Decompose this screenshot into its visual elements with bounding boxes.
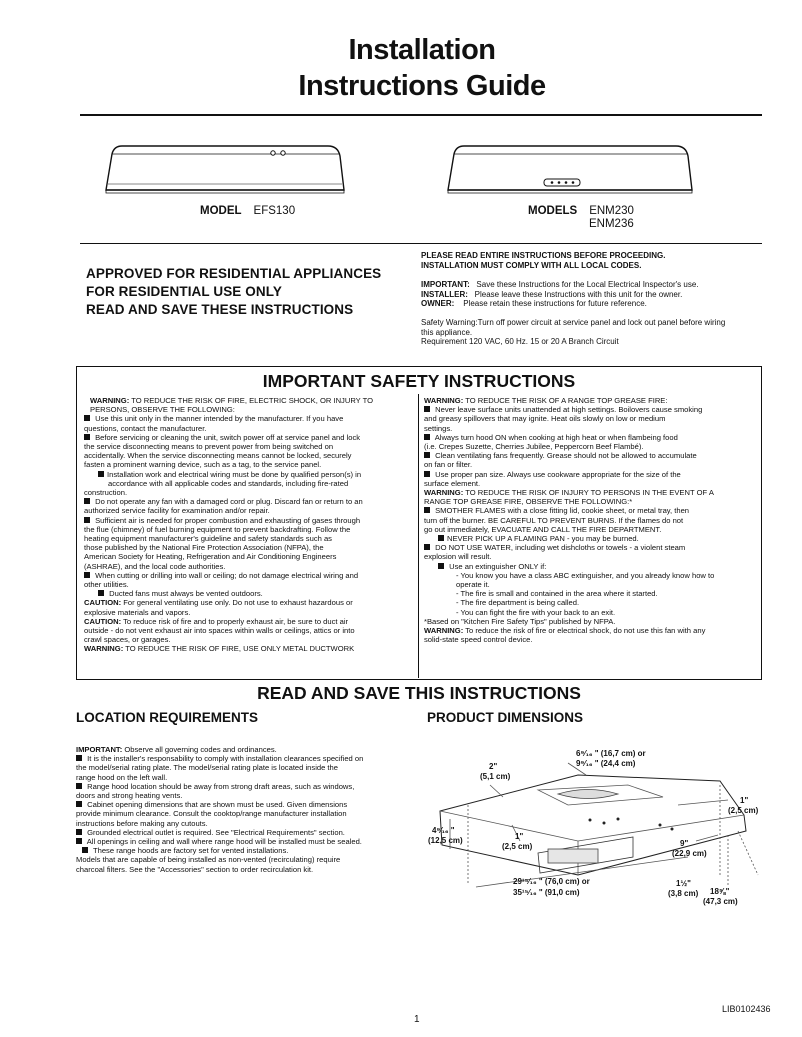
approved-block — [86, 265, 381, 319]
safety-left-text: crawl spaces, or garages. — [84, 635, 171, 645]
safety-left-line — [84, 396, 416, 405]
safety-left-line — [84, 635, 416, 644]
location-line — [76, 754, 408, 763]
safety-left-line — [84, 433, 416, 442]
safety-left-text: Installation work and electrical wiring must be done by qualified person(s) in — [107, 469, 362, 479]
safety-right-text: Clean ventilating fans frequently. Grease should not be allowed to accumulate — [433, 451, 697, 461]
safety-right-text: (i.e. Crepes Suzette, Cherries Jubilee, Peppercorn Beef Flambé). — [424, 442, 644, 452]
location-line — [76, 763, 408, 772]
notice-installer: INSTALLER: Please leave these Instructions with this unit for the owner. — [421, 289, 683, 299]
dim-1in-mid-b: (2,5 cm) — [502, 842, 533, 851]
safety-right-text: operate it. — [456, 580, 490, 590]
dim-1half-b: (3,8 cm) — [668, 889, 699, 898]
safety-right-line — [424, 562, 760, 571]
safety-left-line — [84, 424, 416, 433]
safety-left-line — [84, 626, 416, 635]
location-text: instructions before making any cutouts. — [76, 818, 208, 828]
safety-right-line — [424, 580, 760, 589]
approved-line-3: READ AND SAVE THESE INSTRUCTIONS — [86, 302, 354, 317]
bullet-square-icon — [424, 507, 430, 513]
safety-left-text: American Society for Heating, Refrigeration and Air Conditioning Engineers — [84, 552, 337, 562]
notice-read-line-1: PLEASE READ ENTIRE INSTRUCTIONS BEFORE PROCEEDING. — [421, 251, 666, 260]
dim-18-b: (47,3 cm) — [703, 897, 738, 906]
safety-right-text: Never leave surface units unattended at high settings. Boilovers cause smoking — [433, 405, 703, 415]
dim-1in-mid-a: 1" — [515, 832, 524, 841]
dim-9in-a: 9" — [680, 839, 689, 848]
title-line-1: Installation — [348, 34, 496, 66]
bullet-square-icon — [438, 535, 444, 541]
safety-right-line — [424, 424, 760, 433]
safety-left-text: Before servicing or cleaning the unit, switch power off at service panel and lock — [93, 432, 361, 442]
safety-left-line — [84, 552, 416, 561]
notice-requirement: Requirement 120 VAC, 60 Hz. 15 or 20 A Branch Circuit — [421, 337, 619, 347]
safety-left-text: For general ventilating use only. Do not use to exhaust hazardous or — [121, 598, 353, 608]
dim-1in-right-b: (2,5 cm) — [728, 806, 759, 815]
bullet-square-icon — [98, 590, 104, 596]
location-body — [76, 745, 408, 874]
safety-left-line — [84, 571, 416, 580]
safety-left-line — [84, 470, 416, 479]
dim-left-b: (12,5 cm) — [428, 836, 463, 845]
bullet-square-icon — [84, 415, 90, 421]
safety-right-text: surface element. — [424, 478, 481, 488]
location-line — [76, 745, 408, 754]
safety-right-text: TO REDUCE THE RISK OF A RANGE TOP GREASE FIRE: — [463, 396, 668, 405]
read-save-heading: READ AND SAVE THIS INSTRUCTIONS — [257, 683, 581, 703]
dim-9in-b: (22,9 cm) — [672, 849, 707, 858]
safety-right-line — [424, 405, 760, 414]
safety-left-text: fasten a prominent warning device, such as a tag, to the service panel. — [84, 460, 322, 470]
safety-right-text: RANGE TOP GREASE FIRE, OBSERVE THE FOLLOWING:* — [424, 497, 633, 507]
safety-left-text: Use this unit only in the manner intended by the manufacturer. If you have — [93, 414, 344, 424]
location-text: These range hoods are factory set for vented installations. — [91, 846, 289, 856]
safety-left-text: (ASHRAE), and the local code authorities. — [84, 561, 226, 571]
safety-left-text: TO REDUCE THE RISK OF FIRE, ELECTRIC SHOCK, OR INJURY TO — [129, 396, 373, 405]
safety-left-text: questions, contact the manufacturer. — [84, 423, 207, 433]
location-label: IMPORTANT: — [76, 745, 123, 754]
safety-left-text: heating equipment manufacturer's guideline and safety standards such as — [84, 534, 332, 544]
safety-left-line — [84, 617, 416, 626]
title-line-2: Instructions Guide — [298, 70, 546, 102]
dim-top-2: 9⁹⁄₁₆ " (24,4 cm) — [576, 759, 636, 768]
safety-left-text: PERSONS, OBSERVE THE FOLLOWING: — [90, 405, 235, 415]
bullet-square-icon — [76, 755, 82, 761]
safety-left-text: To reduce risk of fire and to properly exhaust air, be sure to duct air — [121, 616, 349, 626]
doc-id: LIB0102436 — [722, 1004, 771, 1014]
dim-2in-b: (5,1 cm) — [480, 772, 511, 781]
safety-right-label: WARNING: — [424, 626, 464, 636]
safety-left-text: other utilities. — [84, 580, 129, 590]
safety-right-line — [424, 396, 760, 405]
safety-left-line — [84, 497, 416, 506]
models-enm — [528, 205, 634, 218]
safety-right-line — [424, 442, 760, 451]
safety-right-label: WARNING: — [424, 488, 464, 498]
safety-left-line — [84, 608, 416, 617]
safety-right-text: SMOTHER FLAMES with a close fitting lid, cookie sheet, or metal tray, then — [433, 506, 690, 516]
models-label: MODELS — [528, 205, 578, 217]
safety-right-line — [424, 635, 760, 644]
location-line — [76, 855, 408, 864]
bullet-square-icon — [424, 434, 430, 440]
location-line — [76, 782, 408, 791]
safety-right-line — [424, 543, 760, 552]
location-text: charcoal filters. See the "Accessories" section to order recirculation kit. — [76, 864, 314, 874]
bullet-square-icon — [424, 452, 430, 458]
safety-right-line — [424, 497, 760, 506]
location-text: Grounded electrical outlet is required. See "Electrical Requirements" section. — [85, 827, 345, 837]
safety-left-line — [84, 442, 416, 451]
dim-left-a: 4⁹⁄₁₆ " — [432, 826, 455, 835]
bullet-square-icon — [84, 498, 90, 504]
location-text: Cabinet opening dimensions that are shown must be used. Given dimensions — [85, 800, 348, 810]
safety-left-text: Do not operate any fan with a damaged cord or plug. Discard fan or return to an — [93, 497, 363, 507]
safety-right-line — [424, 552, 760, 561]
safety-left-line — [84, 488, 416, 497]
hood-efs130-illustration — [100, 140, 350, 200]
safety-right-line — [424, 617, 760, 626]
safety-left-text: Ducted fans must always be vented outdoors. — [107, 589, 263, 599]
dim-18-a: 18⅝" — [710, 887, 730, 896]
approved-line-1: APPROVED FOR RESIDENTIAL APPLIANCES — [86, 266, 382, 281]
safety-left-line — [84, 460, 416, 469]
safety-title: IMPORTANT SAFETY INSTRUCTIONS — [262, 371, 576, 391]
safety-right-text: DO NOT USE WATER, including wet dishcloths or towels - a violent steam — [433, 543, 686, 553]
safety-left-text: authorized service facility for examination and/or repair. — [84, 506, 270, 516]
safety-right-text: go out immediately, EVACUATE AND CALL THE FIRE DEPARTMENT. — [424, 524, 662, 534]
location-line — [76, 819, 408, 828]
safety-right-line — [424, 414, 760, 423]
bullet-square-icon — [76, 838, 82, 844]
location-text: Observe all governing codes and ordinances. — [122, 745, 277, 754]
safety-right-line — [424, 571, 760, 580]
safety-left-label: WARNING: — [90, 396, 130, 405]
safety-right-line — [424, 460, 760, 469]
safety-right-line — [424, 525, 760, 534]
safety-right-text: - The fire is small and contained in the area where it started. — [456, 589, 658, 599]
model-label: MODEL — [200, 205, 242, 217]
safety-left-line — [84, 405, 416, 414]
safety-left-text: Sufficient air is needed for proper combustion and exhausting of gases through — [93, 515, 361, 525]
safety-left-text: construction. — [84, 488, 128, 498]
location-text: the model/serial rating plate. The model/serial rating plate is located inside the — [76, 763, 338, 773]
bullet-square-icon — [98, 471, 104, 477]
safety-right-text: turn off the burner. BE CAREFUL TO PREVENT BURNS. If the flames do not — [424, 515, 684, 525]
safety-right-text: explosion will result. — [424, 552, 492, 562]
safety-right-line — [424, 479, 760, 488]
bullet-square-icon — [424, 471, 430, 477]
model-value: EFS130 — [253, 205, 296, 217]
safety-right-line — [424, 534, 760, 543]
bullet-square-icon — [424, 544, 430, 550]
models-value-2: ENM236 — [589, 218, 634, 230]
bullet-square-icon — [76, 801, 82, 807]
safety-left-text: When cutting or drilling into wall or ceiling; do not damage electrical wiring and — [93, 570, 359, 580]
dim-width-a: 29¹⁵⁄₁₆ " (76,0 cm) or — [513, 877, 590, 886]
bullet-square-icon — [76, 829, 82, 835]
safety-left-text: the flue (chimney) of fuel burning equipment to prevent backdrafting. Follow the — [84, 524, 351, 534]
dim-2in-a: 2" — [489, 762, 498, 771]
safety-right-text: on fan or filter. — [424, 460, 473, 470]
safety-left-line — [84, 451, 416, 460]
bullet-square-icon — [76, 783, 82, 789]
safety-left-line — [84, 516, 416, 525]
bullet-square-icon — [438, 563, 444, 569]
safety-left-line — [84, 598, 416, 607]
notice-important: IMPORTANT: Save these Instructions for the Local Electrical Inspector's use. — [421, 280, 699, 290]
bullet-square-icon — [82, 847, 88, 853]
bullet-square-icon — [84, 517, 90, 523]
dimensions-heading: PRODUCT DIMENSIONS — [427, 710, 584, 725]
location-text: Models that are capable of being installed as non-vented (recirculating) require — [76, 855, 341, 865]
safety-left-text: accidentally. When the service disconnecting means cannot be locked, securely — [84, 451, 352, 461]
notice-block — [421, 251, 766, 347]
safety-left-line — [84, 525, 416, 534]
location-text: doors and strong heating vents. — [76, 791, 183, 801]
location-text: Range hood location should be away from strong draft areas, such as windows, — [85, 781, 355, 791]
location-line — [76, 865, 408, 874]
safety-right-text: - You can fight the fire with your back to an exit. — [456, 607, 616, 617]
safety-left-label: CAUTION: — [84, 616, 122, 626]
safety-right-line — [424, 470, 760, 479]
location-text: range hood on the left wall. — [76, 772, 168, 782]
models-rule — [80, 243, 762, 244]
safety-right-line — [424, 488, 760, 497]
safety-left-line — [84, 543, 416, 552]
safety-left-text: accordance with all applicable codes and standards, including fire-rated — [108, 478, 349, 488]
title-rule — [80, 114, 762, 116]
dim-top-1: 6⁹⁄₁₆ " (16,7 cm) or — [576, 749, 646, 758]
safety-right-line — [424, 626, 760, 635]
dim-width-b: 35¹⁵⁄₁₆ " (91,0 cm) — [513, 888, 580, 897]
notice-owner: OWNER: Please retain these instructions for future reference. — [421, 299, 647, 309]
safety-right-line — [424, 516, 760, 525]
safety-right-text: solid-state speed control device. — [424, 635, 533, 645]
model-efs130 — [200, 205, 295, 218]
location-heading: LOCATION REQUIREMENTS — [76, 710, 258, 725]
location-line — [76, 791, 408, 800]
location-text: provide minimum clearance. Consult the cooktop/range manufacturer installation — [76, 809, 347, 819]
safety-right-column — [424, 396, 760, 644]
safety-left-line — [84, 562, 416, 571]
location-line — [76, 828, 408, 837]
location-line — [76, 846, 408, 855]
safety-left-line — [84, 534, 416, 543]
safety-right-text: Always turn hood ON when cooking at high heat or when flambeing food — [433, 432, 678, 442]
dim-1half-a: 1½" — [676, 879, 691, 888]
safety-left-line — [84, 414, 416, 423]
location-text: All openings in ceiling and wall where range hood will be installed must be sealed. — [85, 837, 362, 847]
approved-line-2: FOR RESIDENTIAL USE ONLY — [86, 284, 282, 299]
safety-left-text: explosive materials and vapors. — [84, 607, 191, 617]
bullet-square-icon — [84, 572, 90, 578]
safety-right-text: To reduce the risk of fire or electrical shock, do not use this fan with any — [463, 626, 706, 636]
safety-right-text: - The fire department is being called. — [456, 598, 580, 608]
safety-left-text: the service disconnecting means to prevent power from being switched on — [84, 442, 334, 452]
notice-read-line-2: INSTALLATION MUST COMPLY WITH ALL LOCAL CODES. — [421, 260, 642, 270]
safety-left-text: outside - do not vent exhaust air into spaces within walls or ceilings, attics or into — [84, 626, 355, 636]
safety-left-line — [84, 506, 416, 515]
safety-right-line — [424, 608, 760, 617]
safety-left-line — [84, 580, 416, 589]
safety-left-label: WARNING: — [84, 644, 124, 654]
safety-left-text: TO REDUCE THE RISK OF FIRE, USE ONLY METAL DUCTWORK — [123, 644, 355, 654]
safety-right-line — [424, 451, 760, 460]
bullet-square-icon — [424, 406, 430, 412]
location-text: It is the installer's responsability to comply with installation clearances specified on — [85, 754, 364, 764]
safety-right-text: *Based on "Kitchen Fire Safety Tips" published by NFPA. — [424, 616, 616, 626]
safety-right-line — [424, 506, 760, 515]
safety-right-line — [424, 598, 760, 607]
safety-right-text: and greasy spillovers that may ignite. Heat oils slowly on low or medium — [424, 414, 666, 424]
hood-enm230-illustration — [440, 140, 700, 200]
bullet-square-icon — [84, 434, 90, 440]
safety-left-column — [84, 396, 416, 654]
safety-left-line — [84, 644, 416, 653]
safety-right-label: WARNING: — [424, 396, 464, 405]
location-line — [76, 809, 408, 818]
page-number: 1 — [414, 1014, 420, 1025]
safety-right-text: NEVER PICK UP A FLAMING PAN - you may be burned. — [447, 534, 639, 544]
location-line — [76, 837, 408, 846]
notice-safety-line-2: this appliance. — [421, 327, 473, 337]
safety-right-line — [424, 589, 760, 598]
location-line — [76, 800, 408, 809]
safety-column-divider — [418, 394, 419, 678]
safety-left-label: CAUTION: — [84, 598, 122, 608]
safety-right-line — [424, 433, 760, 442]
safety-right-text: Use proper pan size. Always use cookware appropriate for the size of the — [433, 469, 681, 479]
models-value-1: ENM230 — [589, 205, 634, 217]
safety-right-text: TO REDUCE THE RISK OF INJURY TO PERSONS IN THE EVENT OF A — [463, 488, 714, 498]
safety-right-text: Use an extinguisher ONLY if: — [447, 561, 547, 571]
location-line — [76, 773, 408, 782]
safety-right-text: - You know you have a class ABC extinguisher, and you already know how to — [456, 570, 715, 580]
safety-left-text: those published by the National Fire Protection Association (NFPA), the — [84, 543, 324, 553]
safety-right-text: settings. — [424, 423, 453, 433]
safety-left-line — [84, 589, 416, 598]
safety-left-line — [84, 479, 416, 488]
dim-1in-right-a: 1" — [740, 796, 749, 805]
notice-safety-line-1: Safety Warning:Turn off power circuit at service panel and lock out panel before wiring — [421, 317, 726, 327]
